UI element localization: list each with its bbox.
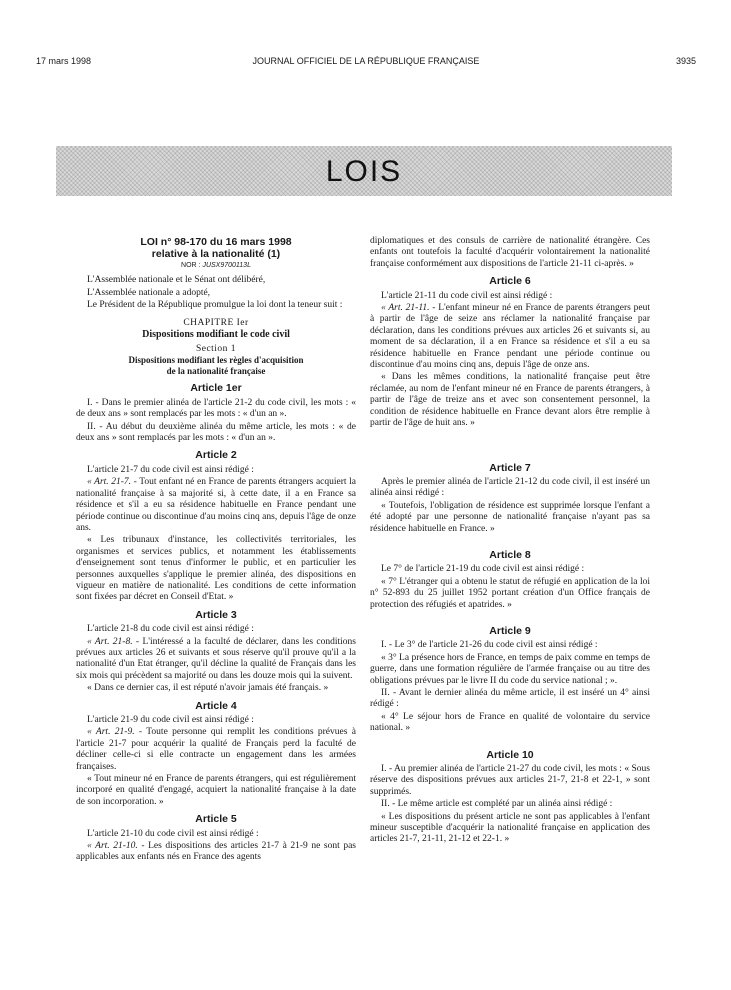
section-title-line2: de la nationalité française — [166, 366, 266, 377]
article-paragraph: « 3° La présence hors de France, en temps de paix comme en temps de guerre, dans une formation régulière de l'armée française ou au titre des obligations prévues par le livre II du code du service national ; ». — [370, 652, 650, 686]
article-paragraph — [76, 637, 356, 683]
article-code-reference: « Art. 21-7. - — [87, 477, 137, 488]
article-paragraph — [370, 303, 650, 371]
article-code-reference: « Art. 21-8. - — [87, 636, 140, 647]
article-paragraph: « Les dispositions du présent article ne sont pas applicables à l'enfant mineur susceptible d'acquérir la nationalité française en application des articles 21-7, 21-11, 21-12 et 22-1. » — [370, 811, 650, 845]
spacer — [370, 431, 650, 457]
spacer — [370, 536, 650, 544]
article-paragraph: L'article 21-7 du code civil est ainsi rédigé : — [87, 464, 254, 475]
article-paragraph: « Toutefois, l'obligation de résidence est supprimée lorsque l'enfant a été adopté par une personne de nationalité française n'ayant pas sa résidence habituelle en France. » — [370, 500, 650, 534]
article-paragraph-continued: diplomatiques et des consuls de carrière de nationalité étrangère. Ces enfants ont toutefois la faculté d'acquérir volontairement la nationalité française conformément aux dispositions de l'article 21-11 ci-après. » — [370, 236, 650, 269]
article-text: Toute personne qui remplit les conditions prévues à l'article 21-7 pour acquérir la qualité de Français perd la faculté de décliner celle-ci si elle contracte un engagement dans les armées françaises. — [76, 727, 357, 772]
banner-label: LOIS — [325, 155, 403, 188]
article-paragraph: II. - Avant le dernier alinéa du même article, il est inséré un 4° ainsi rédigé : — [370, 688, 650, 710]
intro-paragraph: L'Assemblée nationale et le Sénat ont délibéré, — [87, 275, 266, 286]
article-code-reference: « Art. 21-10. - — [87, 841, 145, 852]
intro-paragraph: L'Assemblée nationale a adopté, — [87, 287, 211, 298]
spacer — [370, 612, 650, 620]
section-title — [76, 355, 356, 377]
article-heading: Article 8 — [489, 548, 531, 561]
header-journal-title: JOURNAL OFFICIEL DE LA RÉPUBLIQUE FRANÇAISE — [252, 56, 480, 66]
header-date: 17 mars 1998 — [36, 56, 92, 66]
chapter-heading: CHAPITRE Ier — [183, 317, 249, 328]
article-text: Tout enfant né en France de parents étrangers acquiert la nationalité française à sa majorité si, à cette date, il a en France sa résidence et s'il a eu sa résidence habituelle en France pendant une période continue ou discontinue d'au moins cinq ans, depuis l'âge de onze ans. — [76, 477, 356, 533]
article-paragraph: I. - Au premier alinéa de l'article 21-27 du code civil, les mots : « Sous réserve des dispositions prévues aux articles 21-7, 21-8 et 22-1, » sont supprimés. — [370, 764, 650, 797]
article-paragraph: I. - Dans le premier alinéa de l'article 21-2 du code civil, les mots : « de deux ans » sont remplacés par les mots : « d'un an ». — [76, 397, 356, 420]
chapter-title: Dispositions modifiant le code civil — [142, 329, 290, 341]
article-paragraph: II. - Au début du deuxième alinéa du même article, les mots : « de deux ans » sont remplacés par les mots : « d'un an ». — [76, 421, 356, 444]
article-heading: Article 10 — [486, 748, 534, 761]
article-heading: Article 7 — [489, 461, 531, 474]
article-paragraph — [76, 841, 356, 864]
article-paragraph: L'article 21-8 du code civil est ainsi rédigé : — [87, 624, 254, 635]
article-paragraph: « 4° Le séjour hors de France en qualité de volontaire du service national. » — [370, 711, 650, 734]
section-banner — [56, 146, 672, 196]
law-title — [76, 236, 356, 260]
law-title-line2: relative à la nationalité (1) — [151, 248, 281, 260]
intro-paragraph: Le Président de la République promulgue la loi dont la teneur suit : — [87, 300, 343, 311]
right-column — [370, 236, 650, 847]
article-heading: Article 4 — [195, 699, 237, 712]
article-heading: Article 9 — [489, 624, 531, 637]
article-paragraph: L'article 21-9 du code civil est ainsi rédigé : — [87, 715, 254, 725]
spacer — [370, 736, 650, 744]
section-title-line1: Dispositions modifiant les règles d'acquisition — [128, 355, 304, 366]
article-heading: Article 3 — [195, 608, 237, 621]
article-paragraph: « 7° L'étranger qui a obtenu le statut de réfugié en application de la loi n° 52-893 du 25 juillet 1952 portant création d'un Office français de protection des réfugiés et apatrides. » — [370, 576, 650, 610]
article-paragraph: Après le premier alinéa de l'article 21-12 du code civil, il est inséré un alinéa ainsi rédigé : — [370, 476, 650, 499]
article-paragraph: II. - Le même article est complété par un alinéa ainsi rédigé : — [381, 799, 613, 810]
article-text: L'enfant mineur né en France de parents étrangers peut à partir de l'âge de seize ans réclamer la nationalité française par déclaration, dans les conditions prévues aux articles 26 et suivants si, au moment de sa déclaration, il a en France sa résidence et s'il a eu sa résidence habituelle en France pendant une période continue ou discontinue d'au moins cinq ans, depuis l'âge de onze ans. — [370, 303, 650, 371]
article-text: Les dispositions des articles 21-7 à 21-9 ne sont pas applicables aux enfants nés en France des agents — [76, 841, 357, 863]
article-paragraph: « Dans ce dernier cas, il est réputé n'avoir jamais été français. » — [87, 683, 329, 694]
law-title-line1: LOI n° 98-170 du 16 mars 1998 — [140, 236, 292, 248]
article-heading: Article 2 — [195, 449, 237, 462]
article-heading: Article 1er — [190, 382, 242, 395]
article-paragraph: I. - Le 3° de l'article 21-26 du code civil est ainsi rédigé : — [381, 640, 598, 651]
page-header — [36, 56, 696, 70]
section-heading: Section 1 — [195, 344, 237, 355]
article-paragraph — [76, 727, 356, 773]
article-heading: Article 5 — [195, 813, 237, 826]
article-heading: Article 6 — [489, 275, 531, 288]
article-paragraph: L'article 21-11 du code civil est ainsi rédigé : — [381, 290, 553, 301]
article-paragraph: L'article 21-10 du code civil est ainsi rédigé : — [87, 828, 259, 839]
nor-label: NOR : — [181, 262, 201, 269]
nor-code: JUSX9700113L — [202, 262, 251, 269]
article-paragraph: « Les tribunaux d'instance, les collectivités territoriales, les organismes et services publics, et notamment les établissements d'enseignement sont tenus d'informer le public, et en particulier les personnes auxquelles s'applique le premier alinéa, des dispositions en vigueur en matière de nationalité. Les conditions de cette information sont fixées par décret en Conseil d'Etat. » — [76, 535, 356, 603]
article-paragraph — [76, 477, 356, 534]
article-paragraph: Le 7° de l'article 21-19 du code civil est ainsi rédigé : — [381, 564, 585, 575]
article-text: L'intéressé a la faculté de déclarer, dans les conditions prévues aux articles 26 et suivants et sous réserve qu'il prouve qu'il a la nationalité d'un Etat étranger, qu'il décline la qualité de Français dans les six mois qui précèdent sa majorité ou dans les douze mois qui la suivent. — [76, 636, 356, 681]
left-column — [76, 236, 356, 865]
nor-reference — [76, 260, 356, 271]
article-code-reference: « Art. 21-11. - — [381, 303, 436, 314]
article-paragraph: « Dans les mêmes conditions, la nationalité française peut être réclamée, au nom de l'enfant mineur né en France de parents étrangers, à partir de l'âge de treize ans et avec son consentement personnel, la condition de résidence habituelle en France devant alors être remplie à partir de l'âge de huit ans. » — [370, 372, 650, 429]
article-code-reference: « Art. 21-9. - — [87, 727, 143, 738]
header-page-number: 3935 — [675, 56, 696, 66]
article-paragraph: « Tout mineur né en France de parents étrangers, qui est régulièrement incorporé en qualité d'engagé, acquiert la nationalité française à la date de son incorporation. » — [76, 774, 356, 807]
